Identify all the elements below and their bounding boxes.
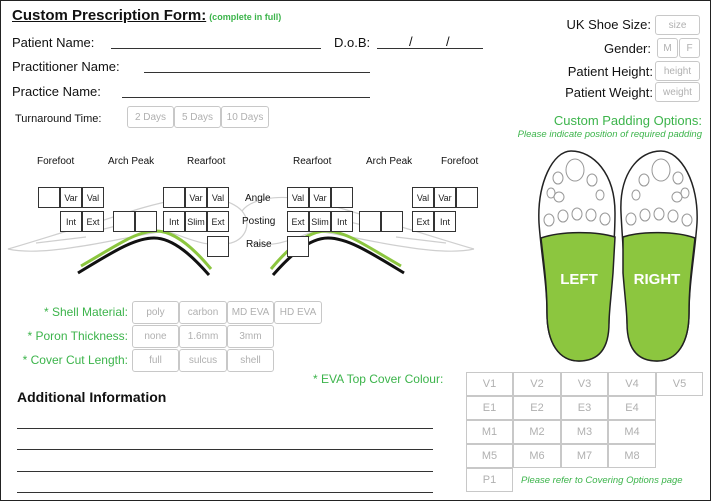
turnaround-option-5-days[interactable]: 5 Days: [174, 106, 221, 128]
right-rearfoot-angle-var[interactable]: Var: [309, 187, 331, 208]
right-rearfoot-posting-int[interactable]: Int: [331, 211, 353, 232]
top-cover-e2[interactable]: E2: [513, 396, 561, 420]
turnaround-label: Turnaround Time:: [15, 113, 102, 125]
shell-material-label: * Shell Material:: [43, 305, 128, 319]
shell-option-poly[interactable]: poly: [132, 301, 179, 324]
left-insole-label: LEFT: [560, 271, 598, 288]
additional-info-line-3[interactable]: [17, 471, 433, 472]
top-cover-v5[interactable]: V5: [656, 372, 703, 396]
gender-option-m[interactable]: M: [657, 38, 678, 58]
right-forefoot-angle-blank[interactable]: [456, 187, 478, 208]
form-title: [12, 7, 281, 24]
additional-info-title: Additional Information: [17, 389, 167, 405]
top-cover-p1[interactable]: P1: [466, 468, 513, 492]
left-rearfoot-posting-int[interactable]: Int: [163, 211, 185, 232]
top-cover-m3[interactable]: M3: [561, 420, 608, 444]
cover-option-full[interactable]: full: [132, 349, 179, 372]
shell-option-carbon[interactable]: carbon: [179, 301, 227, 324]
left-arch-posting-1[interactable]: [113, 211, 135, 232]
top-cover-m5[interactable]: M5: [466, 444, 513, 468]
top-cover-e3[interactable]: E3: [561, 396, 608, 420]
height-input[interactable]: height: [655, 61, 700, 81]
gender-option-f[interactable]: F: [679, 38, 700, 58]
shoe-size-input[interactable]: size: [655, 15, 700, 35]
practitioner-name-label: Practitioner Name:: [12, 59, 120, 74]
left-forefoot-posting-int[interactable]: Int: [60, 211, 82, 232]
right-rearfoot-posting-ext[interactable]: Ext: [287, 211, 309, 232]
left-rearfoot-posting-ext[interactable]: Ext: [207, 211, 229, 232]
form-subtitle: (complete in full): [209, 12, 282, 22]
top-cover-note: Please refer to Covering Options page: [521, 475, 683, 486]
right-rearfoot-angle-blank[interactable]: [331, 187, 353, 208]
top-cover-v4[interactable]: V4: [608, 372, 656, 396]
left-rearfoot-angle-blank[interactable]: [163, 187, 185, 208]
cover-cut-length-label: * Cover Cut Length:: [22, 353, 128, 367]
top-cover-v2[interactable]: V2: [513, 372, 561, 396]
dob-separator-1: /: [409, 34, 413, 49]
additional-info-line-2[interactable]: [17, 449, 433, 450]
row-label-angle: Angle: [245, 193, 271, 204]
form-title-text: Custom Prescription Form:: [12, 7, 207, 24]
turnaround-option-10-days[interactable]: 10 Days: [221, 106, 269, 128]
right-rearfoot-posting-slim[interactable]: Slim: [309, 211, 331, 232]
right-arch-posting-2[interactable]: [381, 211, 403, 232]
right-forefoot-angle-var[interactable]: Var: [434, 187, 456, 208]
weight-label: Patient Weight:: [565, 85, 653, 100]
practitioner-name-field[interactable]: [144, 72, 370, 73]
poron-option-none[interactable]: none: [132, 325, 179, 348]
right-rearfoot-angle-val[interactable]: Val: [287, 187, 309, 208]
top-cover-m7[interactable]: M7: [561, 444, 608, 468]
gender-label: Gender:: [604, 41, 651, 56]
dob-label: D.o.B:: [334, 35, 371, 50]
top-cover-e4[interactable]: E4: [608, 396, 656, 420]
padding-note: Please indicate position of required padding: [517, 129, 702, 140]
right-arch-posting-1[interactable]: [359, 211, 381, 232]
additional-info-line-1[interactable]: [17, 428, 433, 429]
top-cover-e1[interactable]: E1: [466, 396, 513, 420]
turnaround-option-2-days[interactable]: 2 Days: [127, 106, 174, 128]
top-cover-m2[interactable]: M2: [513, 420, 561, 444]
right-arch-peak-header: Arch Peak: [366, 156, 413, 167]
cover-option-shell[interactable]: shell: [227, 349, 274, 372]
left-rearfoot-posting-slim[interactable]: Slim: [185, 211, 207, 232]
right-rearfoot-raise[interactable]: [287, 236, 309, 257]
left-forefoot-posting-ext[interactable]: Ext: [82, 211, 104, 232]
top-cover-m6[interactable]: M6: [513, 444, 561, 468]
padding-title: Custom Padding Options:: [553, 113, 702, 128]
left-forefoot-angle-val[interactable]: Val: [82, 187, 104, 208]
additional-info-line-4[interactable]: [17, 492, 433, 493]
top-cover-label: * EVA Top Cover Colour:: [313, 372, 444, 386]
top-cover-m4[interactable]: M4: [608, 420, 656, 444]
left-rearfoot-angle-var[interactable]: Var: [185, 187, 207, 208]
shell-option-hd-eva[interactable]: HD EVA: [274, 301, 322, 324]
row-label-raise: Raise: [246, 239, 272, 250]
right-rearfoot-header: Rearfoot: [293, 156, 332, 167]
row-label-posting: Posting: [242, 216, 276, 227]
left-forefoot-angle-var[interactable]: Var: [60, 187, 82, 208]
patient-name-field[interactable]: [111, 48, 321, 49]
left-insole[interactable]: [539, 151, 615, 361]
right-forefoot-angle-val[interactable]: Val: [412, 187, 434, 208]
right-insole[interactable]: [621, 151, 697, 361]
height-label: Patient Height:: [567, 64, 653, 79]
dob-field[interactable]: [377, 48, 483, 49]
poron-option-1-6mm[interactable]: 1.6mm: [179, 325, 227, 348]
dob-separator-2: /: [446, 34, 450, 49]
insole-diagram[interactable]: [531, 143, 711, 368]
practice-name-label: Practice Name:: [12, 84, 101, 99]
weight-input[interactable]: weight: [655, 82, 700, 102]
poron-thickness-label: * Poron Thickness:: [27, 329, 128, 343]
top-cover-v1[interactable]: V1: [466, 372, 513, 396]
top-cover-v3[interactable]: V3: [561, 372, 608, 396]
shoe-size-label: UK Shoe Size:: [566, 17, 651, 32]
patient-name-label: Patient Name:: [12, 35, 95, 50]
top-cover-m1[interactable]: M1: [466, 420, 513, 444]
left-rearfoot-angle-val[interactable]: Val: [207, 187, 229, 208]
right-forefoot-posting-ext[interactable]: Ext: [412, 211, 434, 232]
left-forefoot-angle-blank[interactable]: [38, 187, 60, 208]
left-arch-peak-header: Arch Peak: [108, 156, 155, 167]
cover-option-sulcus[interactable]: sulcus: [179, 349, 227, 372]
right-insole-label: RIGHT: [633, 271, 681, 288]
left-arch-posting-2[interactable]: [135, 211, 157, 232]
left-forefoot-header: Forefoot: [37, 156, 75, 167]
right-forefoot-posting-int[interactable]: Int: [434, 211, 456, 232]
left-rearfoot-header: Rearfoot: [187, 156, 226, 167]
practice-name-field[interactable]: [122, 97, 370, 98]
top-cover-m8[interactable]: M8: [608, 444, 656, 468]
left-rearfoot-raise[interactable]: [207, 236, 229, 257]
poron-option-3mm[interactable]: 3mm: [227, 325, 274, 348]
shell-option-md-eva[interactable]: MD EVA: [227, 301, 274, 324]
right-forefoot-header: Forefoot: [441, 156, 479, 167]
